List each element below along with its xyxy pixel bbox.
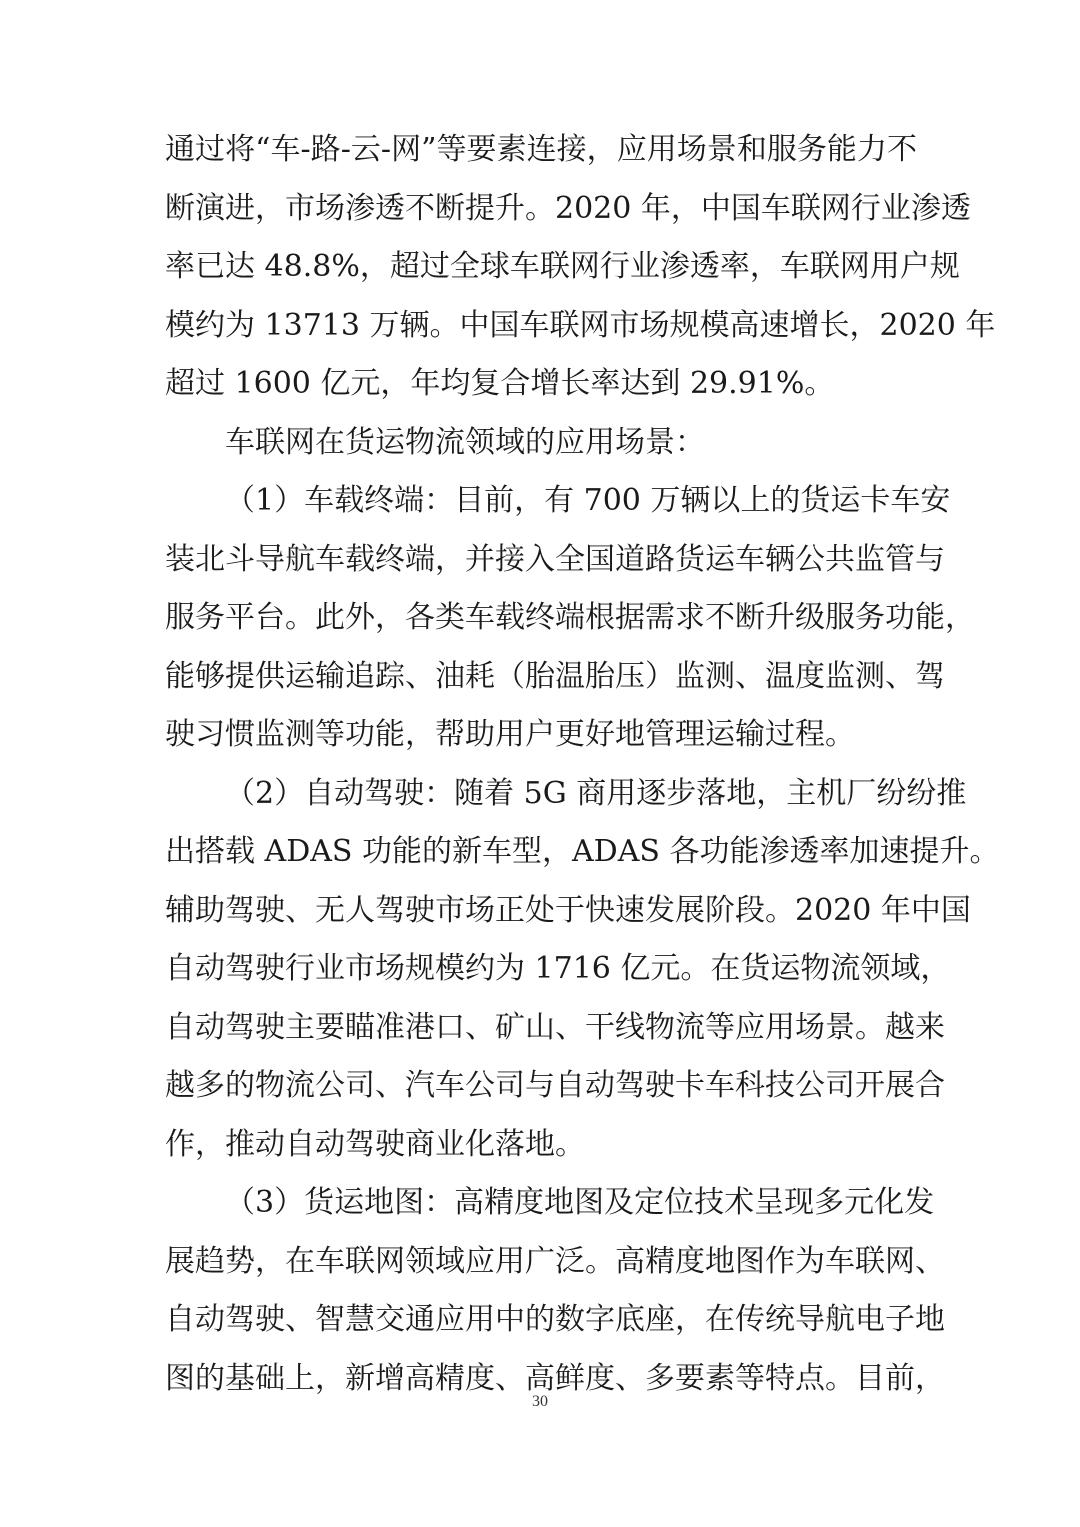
text-line: 自动驾驶、智慧交通应用中的数字底座，在传统导航电子地 — [165, 1302, 945, 1337]
text-line: 越多的物流公司、汽车公司与自动驾驶卡车科技公司开展合 — [165, 1068, 945, 1103]
text-line: 自动驾驶行业市场规模约为 1716 亿元。在货运物流领域， — [165, 951, 951, 986]
text-line: 自动驾驶主要瞄准港口、矿山、干线物流等应用场景。越来 — [165, 1009, 945, 1045]
text-line: 超过 1600 亿元，年均复合增长率达到 29.91%。 — [165, 366, 835, 401]
text-line: 装北斗导航车载终端，并接入全国道路货运车辆公共监管与 — [165, 541, 945, 577]
text-line: 展趋势，在车联网领域应用广泛。高精度地图作为车联网、 — [165, 1243, 945, 1279]
text-line: 作，推动自动驾驶商业化落地。 — [165, 1126, 585, 1162]
page-number: 30 — [532, 1393, 548, 1410]
text-line: 模约为 13713 万辆。中国车联网市场规模高速增长，2020 年 — [165, 307, 996, 343]
text-line: （1）车载终端：目前，有 700 万辆以上的货运卡车安 — [225, 483, 951, 518]
text-line: （2）自动驾驶：随着 5G 商用逐步落地，主机厂纷纷推 — [225, 775, 967, 811]
text-line: 率已达 48.8%，超过全球车联网行业渗透率，车联网用户规 — [165, 249, 960, 284]
text-line: 出搭载 ADAS 功能的新车型，ADAS 各功能渗透率加速提升。 — [165, 834, 1000, 869]
text-line: 服务平台。此外，各类车载终端根据需求不断升级服务功能， — [165, 600, 975, 635]
text-line: 通过将“车-路-云-网”等要素连接，应用场景和服务能力不 — [165, 132, 917, 167]
body-text — [165, 121, 1000, 1408]
text-line: 车联网在货运物流领域的应用场景： — [225, 424, 705, 460]
text-line: 能够提供运输追踪、油耗（胎温胎压）监测、温度监测、驾 — [165, 658, 945, 694]
text-line: 辅助驾驶、无人驾驶市场正处于快速发展阶段。2020 年中国 — [165, 892, 971, 928]
text-line: （3）货运地图：高精度地图及定位技术呈现多元化发 — [225, 1185, 935, 1220]
text-line: 驶习惯监测等功能，帮助用户更好地管理运输过程。 — [165, 717, 855, 752]
text-line: 图的基础上，新增高精度、高鲜度、多要素等特点。目前， — [165, 1360, 945, 1396]
text-line: 断演进，市场渗透不断提升。2020 年，中国车联网行业渗透 — [165, 190, 971, 226]
